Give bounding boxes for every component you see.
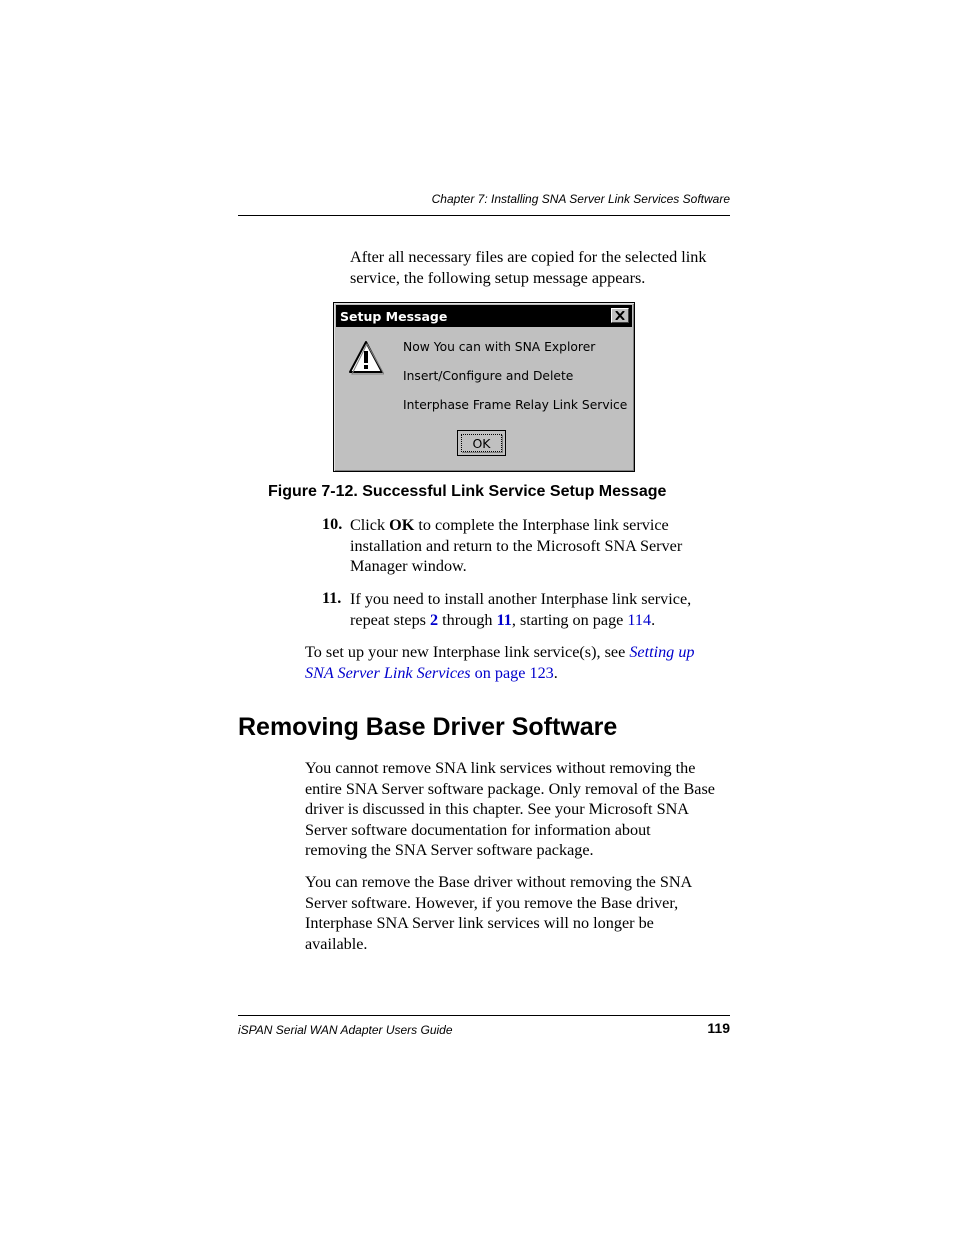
step-11-link[interactable]: 11 (496, 610, 512, 629)
paragraph-line: available. (305, 934, 368, 953)
removal-paragraph-1 (305, 758, 715, 861)
step-number: 11. (322, 589, 342, 607)
paragraph-line: driver is discussed in this chapter. See your Microsoft SNA (305, 800, 689, 818)
dialog-title: Setup Message (340, 309, 448, 324)
running-header: Chapter 7: Installing SNA Server Link Services Software (431, 192, 730, 206)
step-text: If you need to install another Interphase link service, (350, 590, 692, 608)
setup-text: . (553, 663, 558, 682)
step-text: installation and return to the Microsoft SNA Server (350, 536, 683, 555)
setup-paragraph (305, 642, 695, 683)
page-114-link[interactable]: 114 (627, 610, 652, 629)
header-rule (238, 215, 730, 216)
paragraph-line: entire SNA Server software package. Only removal of the Base (305, 779, 715, 798)
step-2-link[interactable]: 2 (430, 610, 439, 629)
removal-paragraph-2 (305, 872, 692, 954)
step-text: through (438, 610, 497, 629)
paragraph-line: Interphase SNA Server link services will no longer be (305, 914, 654, 932)
sna-link-services-link[interactable]: SNA Server Link Services (305, 663, 471, 682)
intro-line-2: service, the following setup message appears. (350, 268, 646, 287)
figure-caption: Figure 7-12. Successful Link Service Setup Message (268, 483, 667, 500)
dialog-message-line: Now You can with SNA Explorer (403, 340, 596, 354)
close-button[interactable] (611, 308, 629, 323)
dialog-message-line: Insert/Configure and Delete (403, 369, 574, 383)
intro-paragraph (350, 247, 706, 288)
step-text: . (651, 610, 656, 629)
setup-message-dialog (333, 302, 635, 472)
step-text: Manager window. (350, 557, 467, 575)
close-icon (615, 311, 625, 320)
step-10-text (350, 515, 682, 577)
step-number: 10. (322, 515, 343, 533)
section-heading: Removing Base Driver Software (238, 713, 618, 741)
footer-title: iSPAN Serial WAN Adapter Users Guide (238, 1023, 453, 1037)
paragraph-line: You cannot remove SNA link services without removing the (305, 759, 696, 777)
step-text: , starting on page (511, 610, 628, 629)
step-text: repeat steps (350, 610, 431, 629)
paragraph-line: You can remove the Base driver without removing the SNA (305, 873, 693, 891)
page-number: 119 (707, 1020, 730, 1036)
setting-up-link[interactable]: Setting up (629, 643, 695, 661)
intro-line-1: After all necessary files are copied for the selected link (350, 248, 707, 266)
paragraph-line: Server software documentation for information about (305, 820, 651, 839)
step-text: to complete the Interphase link service (414, 516, 669, 534)
paragraph-line: removing the SNA Server software package. (305, 841, 594, 859)
step-text: Click (350, 516, 390, 534)
ok-term: OK (389, 516, 415, 534)
footer-rule (238, 1015, 730, 1016)
dialog-titlebar (336, 305, 632, 327)
page-123-link[interactable]: on page 123 (470, 663, 554, 682)
ok-button-label: OK (461, 434, 502, 452)
setup-text: To set up your new Interphase link service(s), see (305, 643, 630, 661)
warning-icon (348, 339, 384, 375)
step-11-text (350, 589, 691, 630)
paragraph-line: Server software. However, if you remove the Base driver, (305, 893, 679, 912)
dialog-message-line: Interphase Frame Relay Link Service (403, 398, 628, 412)
ok-button[interactable] (457, 430, 506, 456)
